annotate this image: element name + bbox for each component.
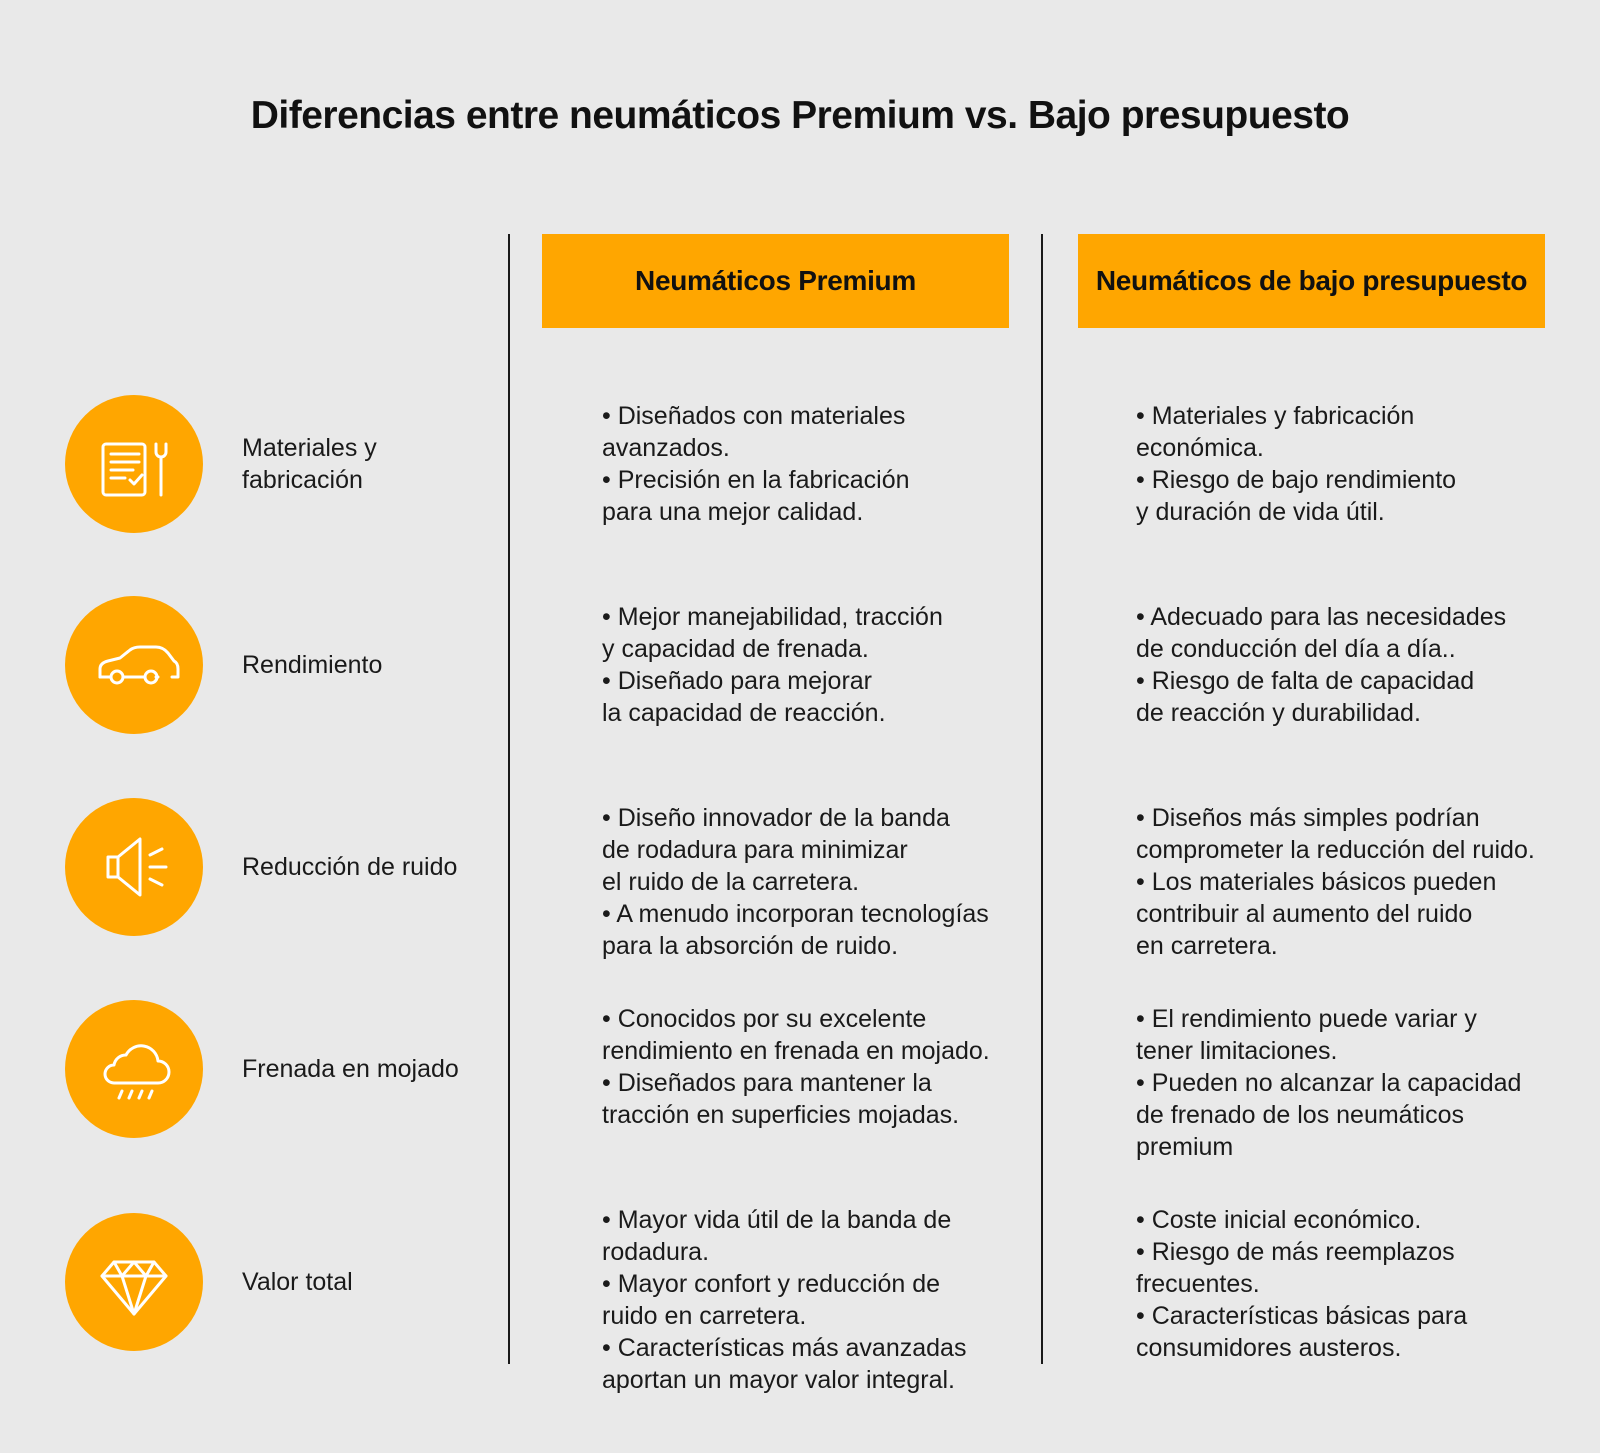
- row-label-materiales: Materiales y fabricación: [242, 434, 377, 494]
- premium-cell: • Mejor manejabilidad, tracción y capacidad de frenada. • Diseñado para mejorar la capacidad de reacción.: [602, 603, 943, 727]
- car-icon: [65, 596, 203, 734]
- budget-column-header: Neumáticos de bajo presupuesto: [1078, 234, 1545, 328]
- row-label-ruido: Reducción de ruido: [242, 853, 458, 881]
- row-label-rendimiento: Rendimiento: [242, 651, 383, 679]
- budget-cell: • Coste inicial económico. • Riesgo de más reemplazos frecuentes. • Características básicas para consumidores austeros.: [1136, 1206, 1468, 1362]
- row-label-valor: Valor total: [242, 1268, 353, 1296]
- diamond-icon: [65, 1213, 203, 1351]
- row-label-frenada: Frenada en mojado: [242, 1055, 459, 1083]
- column-divider: [508, 234, 510, 1364]
- budget-cell: • Adecuado para las necesidades de conducción del día a día.. • Riesgo de falta de capacidad de reacción y durabilidad.: [1136, 603, 1507, 727]
- premium-cell: • Mayor vida útil de la banda de rodadura. • Mayor confort y reducción de ruido en carretera. • Características más avanzadas aportan un mayor valor integral.: [602, 1206, 967, 1394]
- page-title: Diferencias entre neumáticos Premium vs. Bajo presupuesto: [250, 94, 1350, 137]
- premium-column-header: Neumáticos Premium: [542, 234, 1009, 328]
- premium-cell: • Diseñados con materiales avanzados. • Precisión en la fabricación para una mejor calidad.: [602, 402, 910, 526]
- document-wrench-icon: [65, 395, 203, 533]
- budget-cell: • Diseños más simples podrían comprometer la reducción del ruido. • Los materiales básicos pueden contribuir al aumento del ruido en carretera.: [1136, 804, 1535, 960]
- premium-cell: • Diseño innovador de la banda de rodadura para minimizar el ruido de la carretera. • A menudo incorporan tecnologías para la absorción de ruido.: [602, 804, 989, 960]
- budget-cell: • Materiales y fabricación económica. • Riesgo de bajo rendimiento y duración de vida útil.: [1136, 402, 1457, 526]
- speaker-icon: [65, 798, 203, 936]
- premium-cell: • Conocidos por su excelente rendimiento en frenada en mojado. • Diseñados para mantener la tracción en superficies mojadas.: [602, 1005, 990, 1129]
- rain-cloud-icon: [65, 1000, 203, 1138]
- budget-cell: • El rendimiento puede variar y tener limitaciones. • Pueden no alcanzar la capacidad de frenado de los neumáticos premium: [1136, 1005, 1522, 1161]
